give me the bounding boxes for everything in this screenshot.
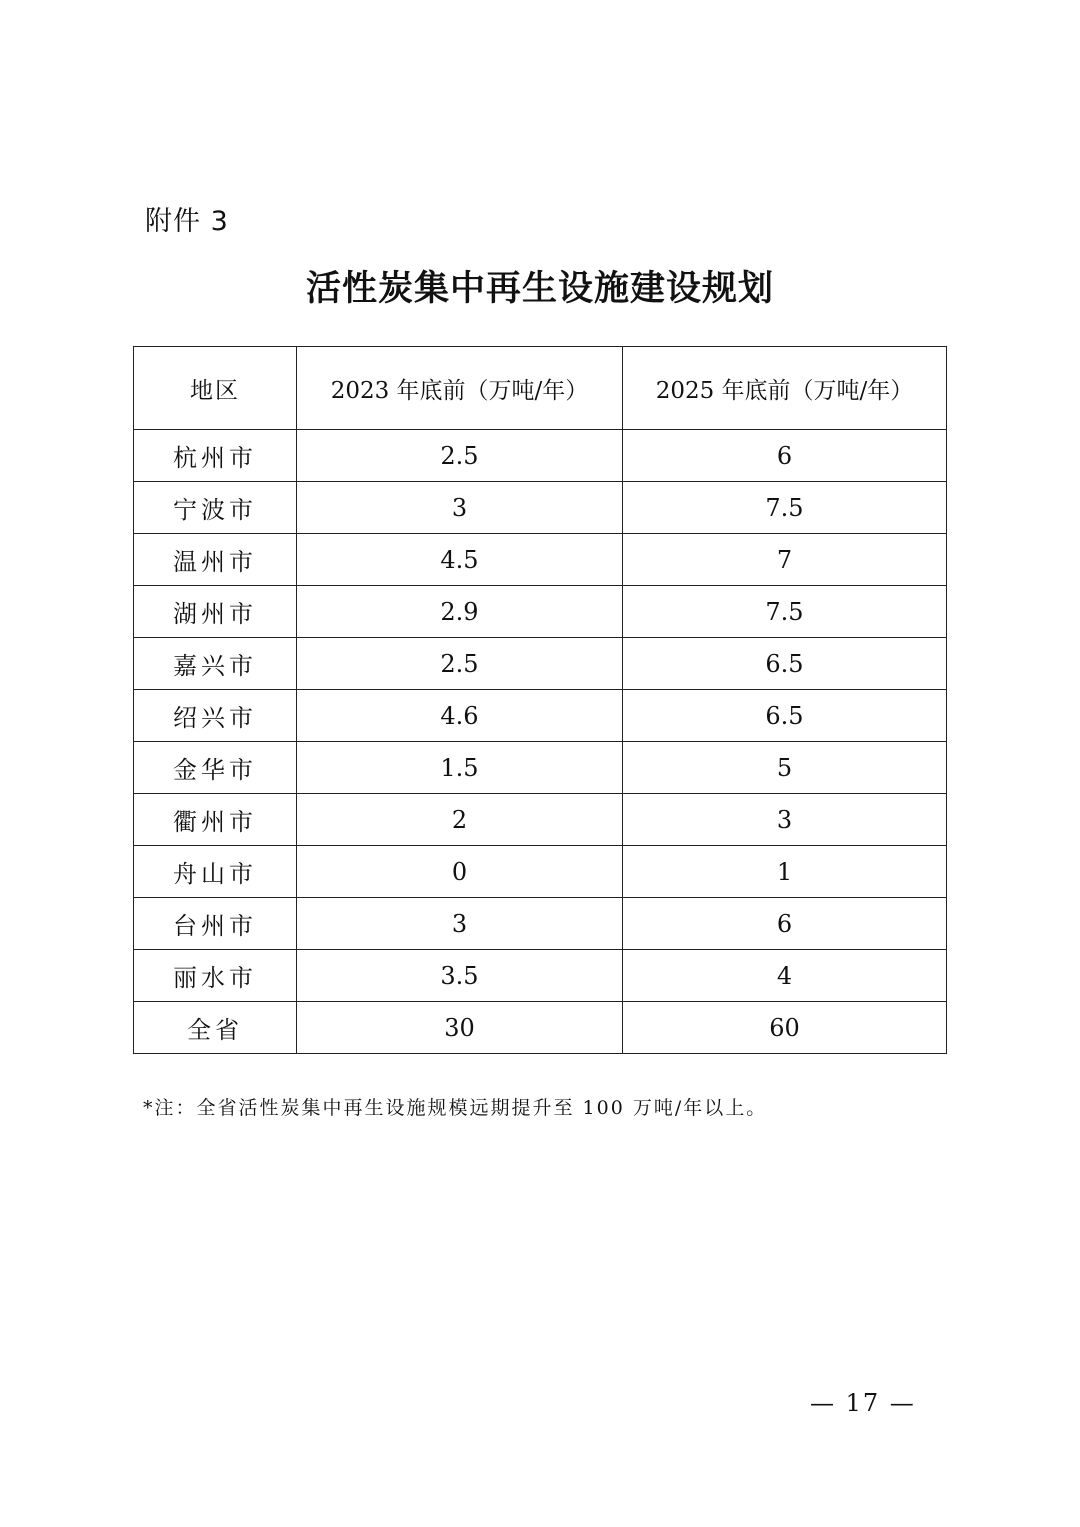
- value-2025-cell: 6: [623, 898, 947, 950]
- table-row: [134, 482, 947, 534]
- region-cell: 温州市: [134, 534, 297, 586]
- value-2023-cell: 3: [297, 898, 623, 950]
- value-2023-cell: 3.5: [297, 950, 623, 1002]
- plan-table: [133, 346, 947, 1054]
- value-2025-cell: 4: [623, 950, 947, 1002]
- value-2023-cell: 2: [297, 794, 623, 846]
- table-row: [134, 430, 947, 482]
- table-row: [134, 950, 947, 1002]
- value-2025-cell: 1: [623, 846, 947, 898]
- table-row: [134, 534, 947, 586]
- header-2025: 2025 年底前（万吨/年）: [623, 347, 947, 430]
- value-2025-cell: 6.5: [623, 690, 947, 742]
- header-2023: 2023 年底前（万吨/年）: [297, 347, 623, 430]
- value-2025-cell: 60: [623, 1002, 947, 1054]
- value-2025-cell: 7.5: [623, 586, 947, 638]
- region-cell: 金华市: [134, 742, 297, 794]
- footnote: *注：全省活性炭集中再生设施规模远期提升至 100 万吨/年以上。: [143, 1097, 768, 1119]
- region-cell: 全省: [134, 1002, 297, 1054]
- page-title: 活性炭集中再生设施建设规划: [305, 268, 774, 309]
- value-2023-cell: 3: [297, 482, 623, 534]
- table-header-row: [134, 347, 947, 430]
- value-2025-cell: 5: [623, 742, 947, 794]
- table-row: [134, 794, 947, 846]
- region-cell: 台州市: [134, 898, 297, 950]
- value-2023-cell: 1.5: [297, 742, 623, 794]
- table-row: [134, 742, 947, 794]
- value-2025-cell: 7.5: [623, 482, 947, 534]
- table-row: [134, 586, 947, 638]
- table-header: [134, 347, 947, 430]
- value-2023-cell: 30: [297, 1002, 623, 1054]
- region-cell: 衢州市: [134, 794, 297, 846]
- value-2025-cell: 6: [623, 430, 947, 482]
- region-cell: 湖州市: [134, 586, 297, 638]
- region-cell: 嘉兴市: [134, 638, 297, 690]
- value-2023-cell: 0: [297, 846, 623, 898]
- table-row: [134, 898, 947, 950]
- table-row-total: [134, 1002, 947, 1054]
- region-cell: 舟山市: [134, 846, 297, 898]
- value-2025-cell: 3: [623, 794, 947, 846]
- region-cell: 宁波市: [134, 482, 297, 534]
- page-number: — 17 —: [810, 1389, 916, 1417]
- value-2023-cell: 2.9: [297, 586, 623, 638]
- table-row: [134, 690, 947, 742]
- table-row: [134, 638, 947, 690]
- region-cell: 丽水市: [134, 950, 297, 1002]
- value-2025-cell: 7: [623, 534, 947, 586]
- table-row: [134, 846, 947, 898]
- value-2023-cell: 4.6: [297, 690, 623, 742]
- value-2023-cell: 4.5: [297, 534, 623, 586]
- header-region: 地区: [134, 347, 297, 430]
- table-body: [134, 430, 947, 1054]
- value-2023-cell: 2.5: [297, 638, 623, 690]
- region-cell: 杭州市: [134, 430, 297, 482]
- attachment-label: 附件 3: [145, 206, 229, 237]
- value-2023-cell: 2.5: [297, 430, 623, 482]
- region-cell: 绍兴市: [134, 690, 297, 742]
- value-2025-cell: 6.5: [623, 638, 947, 690]
